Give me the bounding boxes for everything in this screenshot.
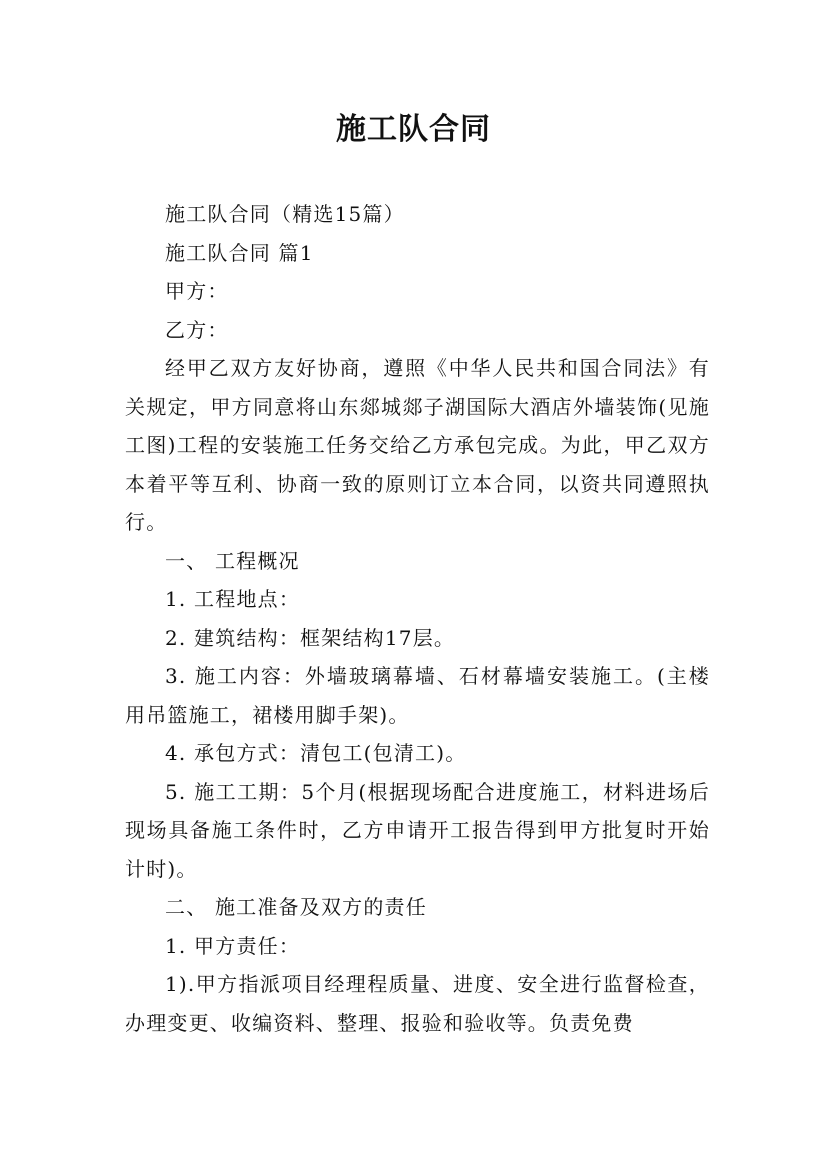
- document-body: [125, 195, 710, 1042]
- paragraph-subtitle: 施工队合同（精选15篇）: [165, 202, 405, 226]
- paragraph-item-contract-mode: 4. 承包方式：清包工(包清工)。: [165, 741, 467, 765]
- document-title: 施工队合同: [336, 112, 491, 147]
- paragraph-heading-preparation: 二、 施工准备及双方的责任: [165, 895, 427, 919]
- paragraph-party-a-duty: 1. 甲方责任：: [165, 933, 301, 958]
- paragraph-duty-1: 1).甲方指派项目经理程质量、进度、安全进行监督检查，办理变更、收编资料、整理、报验和验收等。负责免费: [125, 972, 710, 1035]
- paragraph-party-a: 甲方：: [165, 279, 229, 303]
- paragraph-item-structure: 2. 建筑结构：框架结构17层。: [165, 625, 456, 650]
- paragraph-party-b: 乙方：: [165, 317, 229, 342]
- paragraph-item-content: 3. 施工内容：外墙玻璃幕墙、石材幕墙安装施工。(主楼用吊篮施工，裙楼用脚手架)。: [125, 664, 710, 727]
- paragraph-preamble: 经甲乙双方友好协商，遵照《中华人民共和国合同法》有关规定，甲方同意将山东郯城郯子湖国际大酒店外墙装饰(见施工图)工程的安装施工任务交给乙方承包完成。为此，甲乙双方本着平等互利、协商一致的原则订立本合同，以资共同遵照执行。: [125, 356, 710, 534]
- paragraph-heading-overview: 一、 工程概况: [165, 548, 300, 573]
- paragraph-item-location: 1. 工程地点：: [165, 587, 301, 611]
- paragraph-item-duration: 5. 施工工期：5个月(根据现场配合进度施工，材料进场后现场具备施工条件时，乙方申请开工报告得到甲方批复时开始计时)。: [125, 779, 710, 881]
- paragraph-section-heading: 施工队合同 篇1: [165, 240, 314, 265]
